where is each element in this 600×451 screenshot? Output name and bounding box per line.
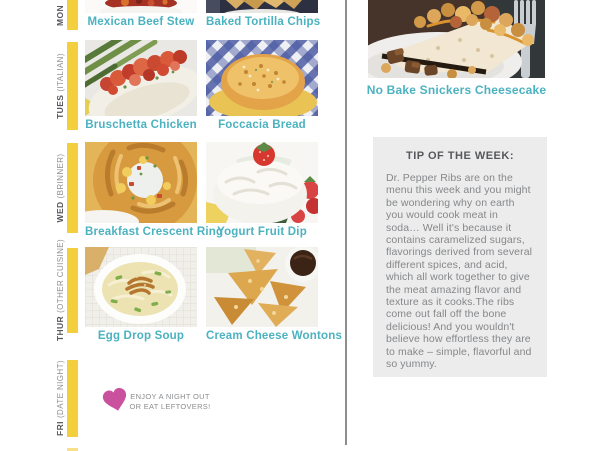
bruschetta-chicken-photo[interactable] bbox=[85, 40, 197, 116]
day-name: WED bbox=[55, 201, 65, 223]
yogurt-fruit-dip-photo[interactable] bbox=[206, 142, 318, 223]
menu-cell-cream-cheese-wontons[interactable] bbox=[206, 247, 343, 342]
menu-cell-baked-tortilla-chips[interactable] bbox=[206, 0, 321, 28]
recipe-label[interactable]: Bruschetta Chicken bbox=[85, 119, 197, 131]
menu-cell-mexican-beef-stew[interactable] bbox=[85, 0, 197, 28]
recipe-label[interactable]: Mexican Beef Stew bbox=[87, 16, 195, 28]
menu-cell-yogurt-fruit-dip[interactable] bbox=[206, 142, 318, 238]
tip-heading: TIP OF THE WEEK: bbox=[405, 150, 515, 162]
day-bar-fri bbox=[67, 360, 78, 437]
recipe-label[interactable]: Foccacia Bread bbox=[218, 119, 306, 131]
baked-tortilla-chips-photo[interactable] bbox=[206, 0, 318, 13]
cream-cheese-wontons-photo[interactable] bbox=[206, 247, 318, 327]
day-note: (BRINNER) bbox=[56, 153, 65, 199]
mexican-beef-stew-photo[interactable] bbox=[85, 0, 197, 13]
day-name: MON bbox=[55, 4, 65, 27]
day-name: THUR bbox=[55, 315, 65, 342]
day-bar-thur bbox=[67, 248, 78, 333]
column-divider bbox=[345, 0, 347, 445]
tip-body: Dr. Pepper Ribs are on the menu this week and you might be wondering why on earth you would cook meat in soda… Well it's because it contains caramelized sugars, flavorings derived from several different spices, and acid, which all work together to give the meat amazing flavor and texture as it cooks.The ribs come out fall off the bone delicious! And you wouldn't believe how effortless they are to make – simple, flavorful and so yummy. bbox=[386, 172, 533, 371]
menu-cell-egg-drop-soup[interactable] bbox=[85, 247, 197, 342]
friday-note bbox=[128, 392, 212, 411]
day-note: (OTHER CUISINE) bbox=[56, 238, 65, 313]
day-note: (DATE NIGHT) bbox=[56, 360, 65, 419]
menu-cell-bruschetta-chicken[interactable] bbox=[85, 40, 197, 131]
breakfast-crescent-ring-photo[interactable] bbox=[85, 142, 197, 223]
day-label-tues bbox=[55, 53, 65, 119]
tip-of-the-week-box bbox=[373, 137, 547, 377]
day-name: FRI bbox=[55, 421, 65, 436]
day-label-mon bbox=[55, 2, 65, 26]
no-bake-snickers-cheesecake-photo[interactable] bbox=[368, 0, 545, 78]
day-bar-mon bbox=[67, 0, 78, 30]
recipe-label[interactable]: Breakfast Crescent Ring bbox=[85, 226, 224, 238]
day-label-fri bbox=[55, 360, 65, 436]
recipe-label[interactable]: Yogurt Fruit Dip bbox=[217, 226, 307, 238]
recipe-label[interactable]: Cream Cheese Wontons bbox=[206, 330, 343, 342]
menu-cell-breakfast-crescent-ring[interactable] bbox=[85, 142, 224, 238]
friday-note-line2: OR EAT LEFTOVERS! bbox=[129, 401, 211, 411]
foccacia-bread-photo[interactable] bbox=[206, 40, 318, 116]
day-note: (ITALIAN) bbox=[56, 53, 65, 92]
recipe-label[interactable]: Egg Drop Soup bbox=[97, 330, 185, 342]
day-bar-wed bbox=[67, 143, 78, 233]
recipe-label-featured[interactable]: No Bake Snickers Cheesecake bbox=[366, 83, 547, 97]
egg-drop-soup-photo[interactable] bbox=[85, 247, 197, 327]
day-name: TUES bbox=[55, 94, 65, 119]
day-label-wed bbox=[55, 154, 65, 223]
recipe-label[interactable]: Baked Tortilla Chips bbox=[206, 16, 321, 28]
heart-icon bbox=[100, 385, 130, 414]
day-label-thur bbox=[55, 239, 65, 341]
friday-note-line1: ENJOY A NIGHT OUT bbox=[130, 392, 210, 401]
day-bar-tues bbox=[67, 42, 78, 130]
menu-cell-foccacia-bread[interactable] bbox=[206, 40, 318, 131]
